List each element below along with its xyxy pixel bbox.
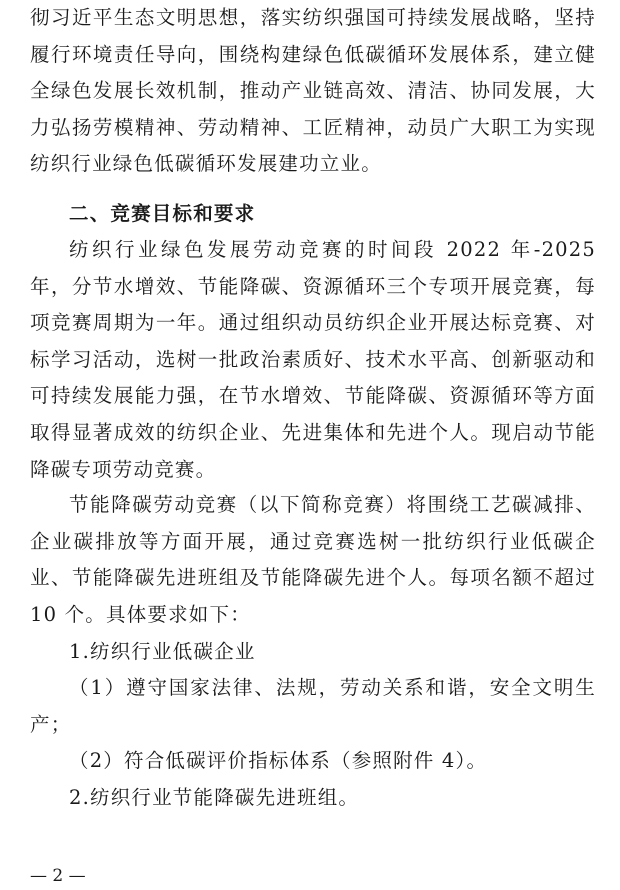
goals-paragraph: 纺织行业绿色发展劳动竞赛的时间段 2022 年-2025 年，分节水增效、节能降碳、资源循环三个专项开展竞赛，每项竞赛周期为一年。通过组织动员纺织企业开展达标竞赛、对标学习活动，选树一批政治素质好、技术水平高、创新驱动和可持续发展能力强，在节水增效、节能降碳、资源循环等方面取得显著成效的纺织企业、先进集体和先进个人。现启动节能降碳专项劳动竞赛。 [30, 238, 596, 481]
section-heading: 二、竞赛目标和要求 [69, 202, 256, 225]
page-number: — 2 — [30, 866, 86, 886]
list-item-advanced-team: 2.纺织行业节能降碳先进班组。 [69, 786, 360, 809]
intro-paragraph-continued: 彻习近平生态文明思想，落实纺织强国可持续发展战略，坚持履行环境责任导向，围绕构建绿色低碳循环发展体系，建立健全绿色发展长效机制，推动产业链高效、清洁、协同发展，大力弘扬劳模精神、劳动精神、工匠精神，动员广大职工为实现纺织行业绿色低碳循环发展建功立业。 [30, 6, 596, 176]
list-item-low-carbon-enterprise: 1.纺织行业低碳企业 [69, 640, 256, 663]
competition-paragraph: 节能降碳劳动竞赛（以下简称竞赛）将围绕工艺碳减排、企业碳排放等方面开展，通过竞赛选树一批纺织行业低碳企业、节能降碳先进班组及节能降碳先进个人。每项名额不超过 10 个。具体要求如下： [30, 493, 596, 626]
list-subitem-law-compliance: （1）遵守国家法律、法规，劳动关系和谐，安全文明生产； [30, 676, 596, 736]
list-subitem-evaluation-index: （2）符合低碳评价指标体系（参照附件 4）。 [69, 749, 488, 772]
